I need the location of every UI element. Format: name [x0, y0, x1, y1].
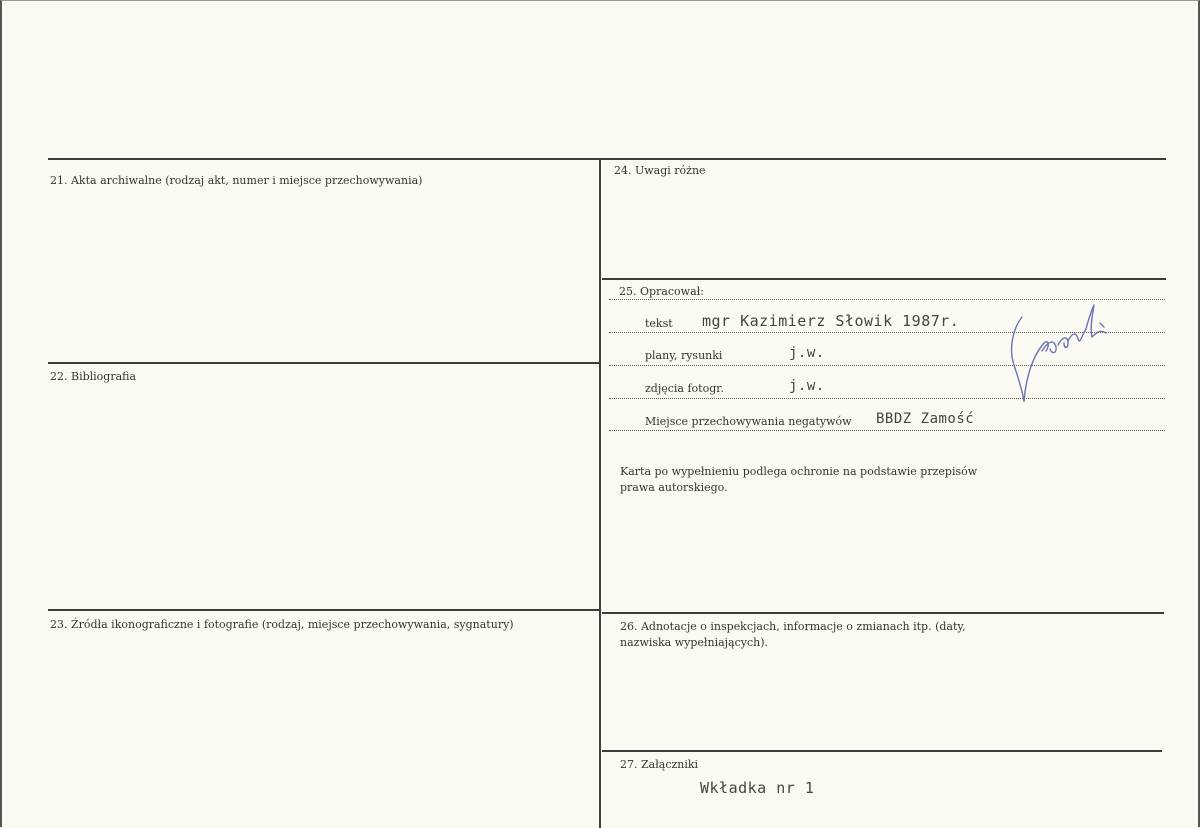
rule-21-22	[48, 362, 599, 364]
zdjecia-label: zdjęcia fotogr.	[645, 382, 724, 395]
zdjecia-value: j.w.	[789, 378, 825, 394]
rule-24-25	[602, 278, 1166, 280]
tekst-label: tekst	[645, 317, 673, 330]
top-rule	[48, 158, 1166, 160]
handwritten-signature	[1002, 299, 1112, 409]
plany-label: plany, rysunki	[645, 349, 723, 362]
tekst-value: mgr Kazimierz Słowik 1987r.	[702, 312, 960, 330]
section-23-label: 23. Źródła ikonograficzne i fotografie (rodzaj, miejsce przechowywania, sygnatury)	[50, 618, 514, 631]
section-26-label: 26. Adnotacje o inspekcjach, informacje o zmianach itp. (daty, nazwiska wypełniających).	[620, 620, 966, 649]
dotline-miejsce	[609, 430, 1165, 431]
rule-26-27	[602, 750, 1162, 752]
miejsce-value: BBDZ Zamość	[876, 411, 975, 427]
section-25-label: 25. Opracował:	[619, 285, 704, 298]
miejsce-label: Miejsce przechowywania negatywów	[645, 415, 852, 428]
section-24-label: 24. Uwagi różne	[614, 164, 706, 177]
section-27-label: 27. Załączniki	[620, 758, 699, 771]
rule-22-23	[48, 609, 599, 611]
rule-25-26	[602, 612, 1164, 614]
plany-value: j.w.	[789, 345, 825, 361]
section-21-label: 21. Akta archiwalne (rodzaj akt, numer i miejsce przechowywania)	[50, 174, 423, 187]
copyright-note: Karta po wypełnieniu podlega ochronie na podstawie przepisów prawa autorskiego.	[620, 465, 978, 494]
center-divider	[599, 159, 601, 828]
section-22-label: 22. Bibliografia	[50, 370, 137, 383]
zalaczniki-value: Wkładka nr 1	[700, 779, 815, 797]
